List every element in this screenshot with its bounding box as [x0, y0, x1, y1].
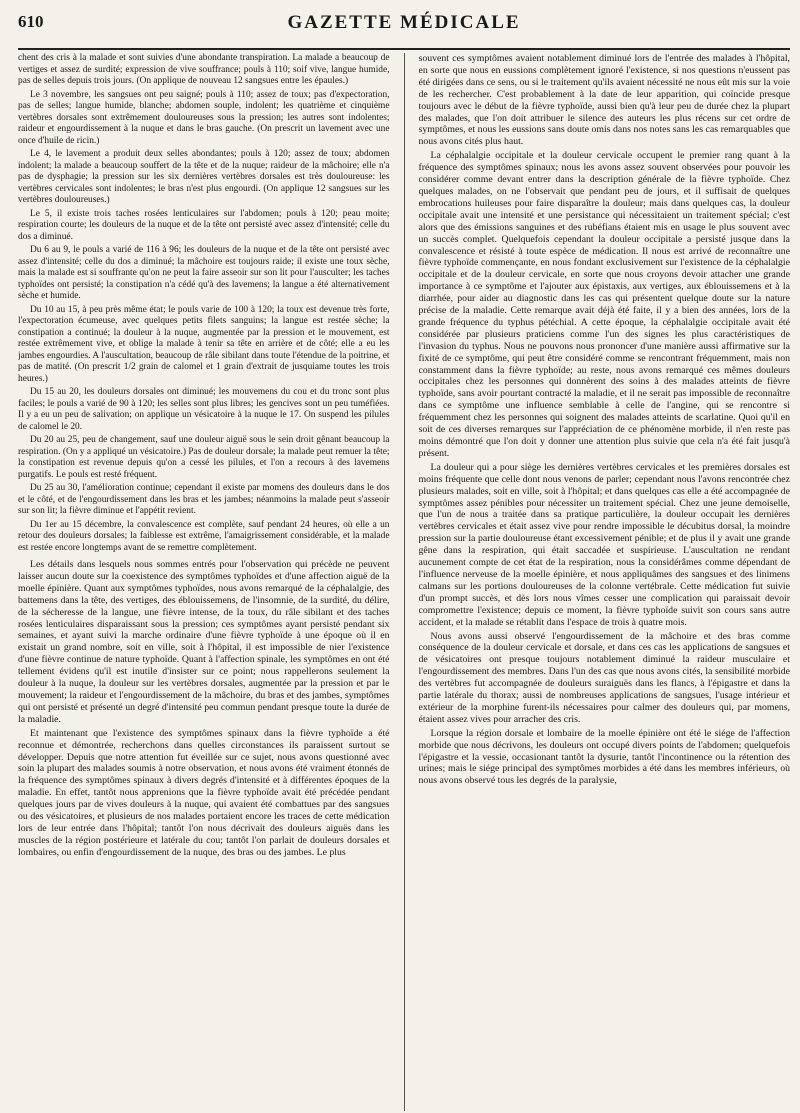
paragraph: Du 1er au 15 décembre, la convalescence est complète, sauf pendant 24 heures, où elle a un retour des douleurs dorsales; la faiblesse est extrême, l'amaigrissement considérable, et la malade est restée encore longtemps avant de se remettre complètement. — [18, 519, 390, 553]
column-divider — [404, 53, 405, 1111]
paragraph: Du 15 au 20, les douleurs dorsales ont diminué; les mouvemens du cou et du tronc sont plus faciles; le pouls a varié de 90 à 120; les selles sont plus libres; les gencives sont un peu tuméfiées. Il y a eu un peu de salivation; on applique un vésicatoire à la nuque le 17. On suspend les pilules de calomel le 20. — [18, 387, 390, 432]
paragraph: Et maintenant que l'existence des symptômes spinaux dans la fièvre typhoïde a été reconnue et démontrée, recherchons dans quelles circonstances ils paraissent surtout se développer. Depuis que notre attention fut éveillée sur ce sujet, nous avons questionné avec soin la plupart des malades soumis à notre observation, et nous avons été vraiment étonnés de la fréquence des symptômes spinaux à divers degrés d'intensité et à différentes époques de la maladie. En effet, tantôt nous apprenions que la fièvre typhoïde avait été précédée pendant quelques jours par de vives douleurs à la nuque, qui avaient été combattues par des sangsues ou des vésicatoires, et plusieurs de nos malades portaient encore les traces de cette médication lors de leur entrée dans l'hôpital; tantôt l'on nous décrivait des douleurs aiguës dans les muscles de la région postérieure et latérale du cou; tantôt l'on parlait de douleurs dorsales et lombaires, ou enfin d'engourdissement de la nuque, des bras ou des jambes. Le plus — [18, 727, 390, 858]
right-column — [419, 53, 791, 1111]
page-header — [18, 8, 790, 50]
paragraph: Du 6 au 9, le pouls a varié de 116 à 96; les douleurs de la nuque et de la tête ont persisté avec assez d'intensité; celle du dos a diminué; la mâchoire est toujours raide; il existe une toux sèche, mais la malade est si souffrante qu'on ne peut la faire asseoir sur son lit pour l'ausculter; les taches typhoïdes ont persisté; la constipation n'a cédé qu'à des lavemens; la langue a été alternativement sèche et humide. — [18, 245, 390, 301]
page-number: 610 — [18, 12, 44, 31]
paragraph: Lorsque la région dorsale et lombaire de la moelle épinière ont été le siége de l'affection morbide que nous décrivons, les douleurs ont occupé divers points de l'abdomen; quelquefois l'épigastre et la vessie, occasionant tantôt la dysurie, tantôt l'incontinence ou la rétention des urines; mais le siége principal des symptômes morbides a été dans les membres inférieurs, où nous avons observé tous les degrés de la paralysie, — [418, 727, 790, 787]
columns — [18, 53, 790, 1111]
paragraph: Du 25 au 30, l'amélioration continue; cependant il existe par momens des douleurs dans le dos et le côté, et de l'engourdissement dans les bras et les jambes; néanmoins la malade peut s'asseoir sur son lit; la fièvre diminue et l'appétit revient. — [18, 483, 390, 516]
left-column — [18, 53, 390, 1111]
paragraph: Les détails dans lesquels nous sommes entrés pour l'observation qui précède ne peuvent laisser aucun doute sur la coexistence des symptômes typhoïdes et d'une affection aiguë de la moelle épinière. Quant aux symptômes typhoïdes, nous avons remarqué de la céphalalgie, des battemens dans la tête, des vertiges, des éblouissemens, de l'insomnie, de la surdité, du délire, de la sécheresse de la langue, une fièvre intense, de la toux, du râle sibilant et des taches rosées lenticulaires disparaissant sous la pression; ces symptômes ayant persisté pendant six semaines, et ayant suivi la marche ordinaire d'une fièvre typhoïde à une époque où il en existait un grand nombre, soit en ville, soit à l'hôpital, il est impossible de nier l'existence d'une fièvre continue de nature typhoïde. Quant à l'affection spinale, les symptômes en ont été tellement évidens qu'il est inutile d'insister sur ce point; nous rappellerons seulement la douleur à la nuque, la douleur sur les vertèbres dorsales, augmentée par la pression et par le mouvement; la raideur et l'engourdissement de la mâchoire, du bras et des jambes, symptômes qui ont persisté et présenté un degré d'intensité peu commun pendant presque toute la durée de la maladie. — [18, 559, 390, 725]
paragraph: Du 10 au 15, à peu près même état; le pouls varie de 100 à 120; la toux est devenue très forte, l'expectoration écumeuse, avec quelques petits filets sanguins; la langue est restée sèche; la constipation a continué; la douleur à la nuque, augmentée par la pression et le mouvement, est restée extrêmement vive, et oblige la malade à tenir sa tête en arrière et de côté; elle a eu les jambes engourdies. A l'auscultation, beaucoup de râle sibilant dans toute l'étendue de la poitrine, et pas de matité. (On prescrit 1/2 grain de calomel et 1 grain d'extrait de jusquiame toutes les trois heures.) — [18, 304, 390, 384]
paragraph: chent des cris à la malade et sont suivies d'une abondante transpiration. La malade a beaucoup de vertiges et assez de surdité; expression de vive souffrance; pouls à 110; soif vive, langue humide, pas de selles depuis trois jours. (On applique de nouveau 12 sangsues entre les épaules.) — [18, 53, 390, 86]
journal-title: GAZETTE MÉDICALE — [287, 12, 521, 33]
paragraph: La céphalalgie occipitale et la douleur cervicale occupent le premier rang quant à la fréquence des symptômes spinaux; nous les avons assez souvent observées pour pouvoir les considérer comme devant entrer dans la description générale de la fièvre typhoïde. Chez quelques malades, on ne l'observait que pendant peu de jours, et il suffisait de quelques embrocations huileuses pour faire disparaître la douleur; mais dans quelques cas, la douleur occipitale avait une intensité et une persistance qui nécessitaient un traitement spécial; c'est alors que des émissions sanguines et des rubéfians étaient mis en usage le plus souvent avec un succès complet. Quelquefois cependant la douleur occipitale a persisté jusque dans la convalescence et résisté à toute espèce de médication. Il nous est arrivé de reconnaître une fièvre typhoïde commençante, en nous fondant exclusivement sur l'existence de la céphalalgie occipitale et de la douleur cervicale, en sorte que nous croyons devoir attacher une grande importance à ce symptôme et l'ajouter aux épistaxis, aux vertiges, aux éblouissemens et à la diarrhée, pour aider au diagnostic dans les cas qui présentent quelque doute sur la nature précise de la maladie. Cette remarque avait déjà été faite, il y a bien des années, lors de la grande fréquence du typhus pétéchial. A cette époque, la céphalalgie occipitale avait été considérée par plusieurs praticiens comme l'un des signes les plus caractéristiques de l'invasion du typhus. Nous ne pouvons nous prononcer d'une manière aussi affirmative sur la fixité de ce symptôme, qui peut être considéré comme se rencontrant fréquemment, mais non constamment dans la fièvre typhoïde; au reste, nous avons remarqué ces mêmes douleurs occipitales chez les personnes qui donnèrent des soins à des malades atteints de fièvre typhoïde, sans avoir pourtant contracté la maladie, et il ne serait pas impossible de reconnaître dans ce symptôme une influence semblable à celle de l'angine, qui se rencontre si fréquemment chez les personnes qui soignent des malades atteints de scarlatine. Quoi qu'il en soit de ces diverses remarques sur l'appréciation de ce phénomène morbide, il n'en reste pas moins démontré que l'on doit y donner une attention plus suivie que cela n'a été fait jusqu'à présent. — [418, 150, 790, 459]
paragraph: La douleur qui a pour siège les dernières vertèbres cervicales et les premières dorsales est moins fréquente que celle dont nous venons de parler; cependant nous l'avons rencontrée chez plusieurs malades, soit en ville, soit à l'hôpital; et dans quelques cas elle a été accompagnée de symptômes assez pénibles pour nécessiter un traitement spécial. Chez une jeune demoiselle, que l'un de nous a traitée dans sa pratique particulière, la douleur occupait les dernières vertèbres cervicales et était assez vive pour rendre impossible le décubitus dorsal, la moindre pression sur la partie douloureuse étant excessivement pénible; et de plus il y avait une grande gêne dans la respiration, qui était saccadée et suspirieuse. L'auscultation ne rendant aucunement compte de cet état de la respiration, nous la considérâmes comme dépendant de l'influence nerveuse de la moelle épinière, et nous appliquâmes des sangsues et des linimens calmans sur les portions douloureuses de la colonne vertébrale. Cette médication fut suivie d'un prompt succès, et dès lors nous vîmes cesser une complication qui paraissait devoir compromettre l'existence; depuis ce moment, la fièvre typhoïde suivit son cours sans autre accident, et la malade se rétablit dans l'espace de trois à quatre mois. — [418, 461, 790, 628]
paragraph: Le 3 novembre, les sangsues ont peu saigné; pouls à 110; assez de toux; pas d'expectoration, pas de selles; langue humide, blanche; abdomen souple, indolent; les quatrième et cinquième vertèbres dorsales sont extrêmement douloureuses sous la pression; les autres sont indolentes; raideur et engourdissement à la nuque et dans le bras gauche. (On prescrit un lavement avec une once d'huile de ricin.) — [18, 89, 390, 146]
paragraph: Le 5, il existe trois taches rosées lenticulaires sur l'abdomen; pouls à 120; peau moite; respiration courte; les douleurs de la nuque et de la tête ont persisté avec assez d'intensité; celle du dos a diminué. — [18, 208, 390, 242]
paragraph: Du 20 au 25, peu de changement, sauf une douleur aiguë sous le sein droit gênant beaucoup la respiration. (On y a appliqué un vésicatoire.) Pas de douleur dorsale; la malade peut remuer la tête; la constipation est revenue depuis qu'on a cessé les pilules, et l'on a recours à des lavemens purgatifs. Le pouls est resté fréquent. — [18, 435, 390, 480]
paragraph: Nous avons aussi observé l'engourdissement de la mâchoire et des bras comme conséquence de la douleur cervicale et dorsale, et dans ces cas les applications de sangsues et de vésicatoires ont presque toujours notablement diminué la raideur musculaire et l'engourdissement des membres. Dans l'un des cas que nous avons cités, la sensibilité morbide des vertèbres fut accompagnée de douleurs suraiguës dans les flancs, à l'épigastre et dans la partie latérale du thorax; aussi de nombreuses applications de sangsues, l'usage intérieur et extérieur de la morphine furent-ils nécessaires pour calmer des douleurs qui, par momens, étaient assez vives pour arracher des cris. — [418, 630, 790, 725]
paragraph: souvent ces symptômes avaient notablement diminué lors de l'entrée des malades à l'hôpital, en sorte que nous en eussions complètement ignoré l'existence, si nos questions n'eussent pas été dirigées dans ce sens, ou si le traitement qu'ils avaient nécessité ne nous eût mis sur la voie de les rechercher. C'est probablement à la date de leur apparition, qui coïncide presque toujours avec le début de la fièvre typhoïde, aussi bien qu'à leur peu de durée chez la plupart des malades, que l'on doit attribuer le silence des auteurs les plus récens sur cet ordre de symptômes, et nous les eussions sans doute omis dans nos notes sans les cas remarquables que nous avons cités plus haut. — [418, 53, 790, 148]
paragraph: Le 4, le lavement a produit deux selles abondantes; pouls à 120; assez de toux; abdomen indolent; la malade a beaucoup souffert de la tête et de la nuque; raideur de la mâchoire; elle n'a pas de dysphagie; la pression sur les six dernières vertèbres dorsales est très douloureuse: les vertèbres cervicales sont indolentes; le bras n'est plus engourdi. (On applique 12 sangsues sur les vertèbres douloureuses.) — [18, 149, 390, 205]
